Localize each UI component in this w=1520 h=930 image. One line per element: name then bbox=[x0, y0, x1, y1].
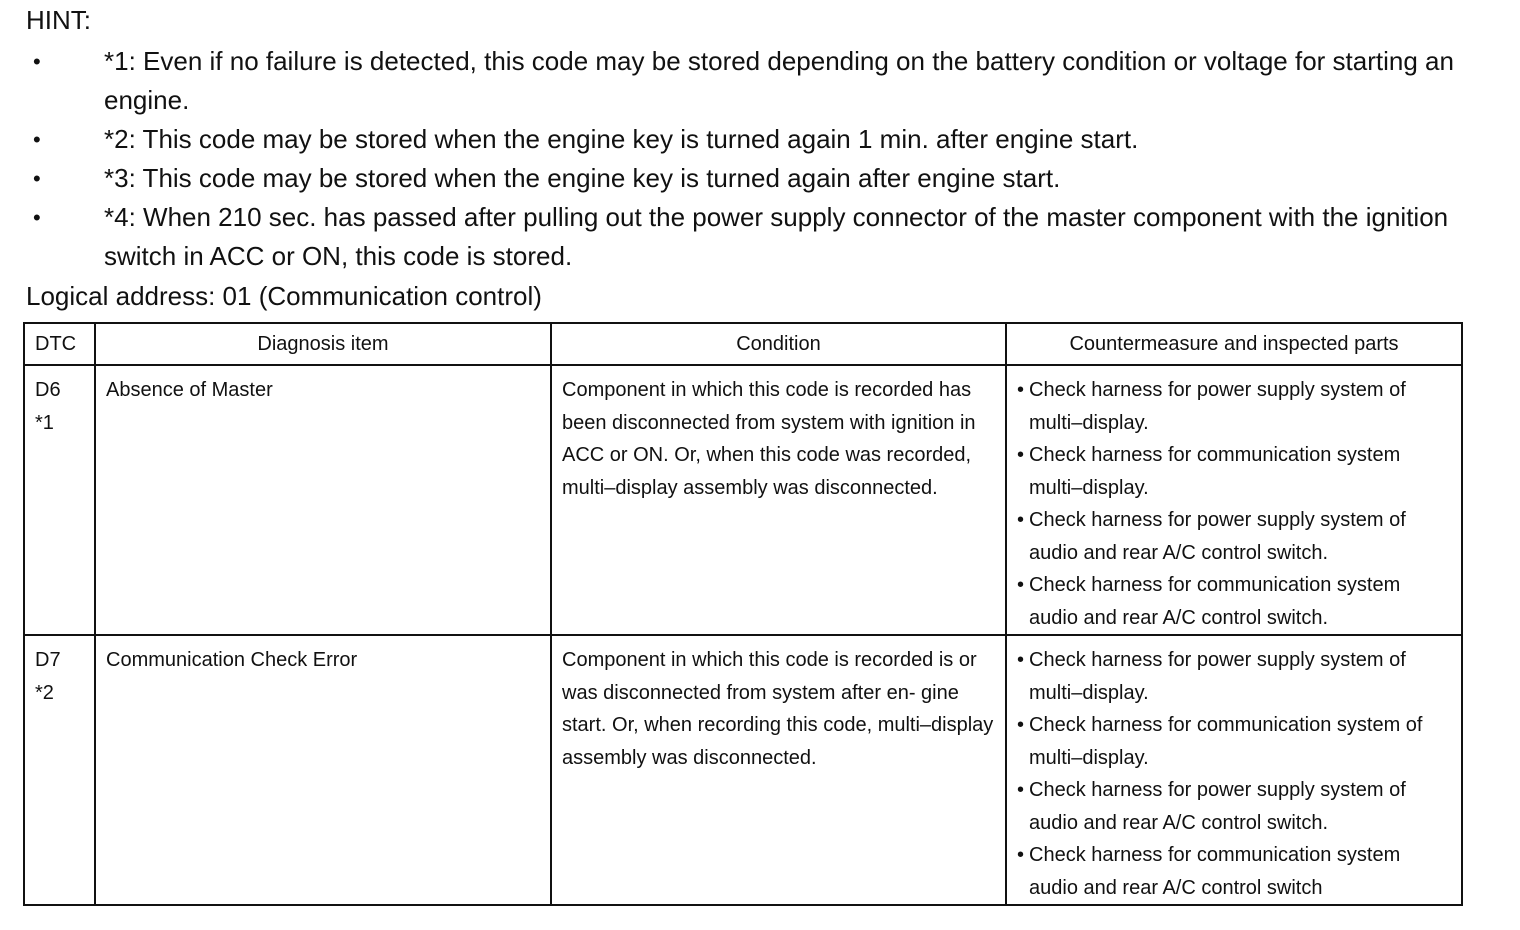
header-condition: Condition bbox=[551, 323, 1006, 365]
header-dtc: DTC bbox=[24, 323, 95, 365]
list-item: • Check harness for power supply system of multi–display. bbox=[1017, 374, 1453, 439]
dtc-note: *1 bbox=[35, 411, 54, 434]
bullet-icon: • bbox=[33, 127, 41, 152]
hint-text: *4: When 210 sec. has passed after pulling out the power supply connector of the master component with the ignition switch in ACC or ON, this code is stored. bbox=[104, 202, 1449, 271]
table-row bbox=[24, 635, 1462, 905]
condition-cell: Component in which this code is recorded is or was disconnected from system after en- gine start. Or, when recording this code, multi–display assembly was disconnected. bbox=[551, 635, 1006, 905]
logical-address: Logical address: 01 (Communication control) bbox=[26, 281, 542, 311]
countermeasure-cell bbox=[1006, 635, 1462, 905]
diagnosis-cell: Communication Check Error bbox=[95, 635, 551, 905]
list-item: • Check harness for communication system of multi–display. bbox=[1017, 709, 1453, 774]
bullet-icon: • bbox=[33, 166, 41, 191]
hint-item bbox=[0, 120, 1500, 159]
diagnosis-cell: Absence of Master bbox=[95, 365, 551, 635]
dtc-code: D6 bbox=[35, 379, 61, 401]
bullet-icon: • bbox=[33, 205, 41, 230]
measure-list bbox=[1017, 644, 1453, 904]
list-item: • Check harness for communication system audio and rear A/C control switch. bbox=[1017, 569, 1453, 634]
condition-cell: Component in which this code is recorded has been disconnected from system with ignition in ACC or ON. Or, when this code was recorded, multi–display assembly was disconnected. bbox=[551, 365, 1006, 635]
measure-list bbox=[1017, 374, 1453, 634]
dtc-table bbox=[23, 322, 1463, 906]
header-countermeasure: Countermeasure and inspected parts bbox=[1006, 323, 1462, 365]
dtc-cell bbox=[24, 635, 95, 905]
hint-text: *2: This code may be stored when the engine key is turned again 1 min. after engine start. bbox=[104, 124, 1139, 154]
hint-list bbox=[0, 42, 1500, 276]
list-item: • Check harness for power supply system of multi–display. bbox=[1017, 644, 1453, 709]
hint-title: HINT: bbox=[26, 5, 91, 35]
dtc-note: *2 bbox=[35, 681, 54, 704]
hint-item bbox=[0, 42, 1500, 120]
list-item: • Check harness for power supply system of audio and rear A/C control switch. bbox=[1017, 504, 1453, 569]
header-diagnosis-item: Diagnosis item bbox=[95, 323, 551, 365]
hint-text: *3: This code may be stored when the engine key is turned again after engine start. bbox=[104, 163, 1061, 193]
table-header-row bbox=[24, 323, 1462, 365]
dtc-cell bbox=[24, 365, 95, 635]
hint-text: *1: Even if no failure is detected, this code may be stored depending on the battery condition or voltage for starting an engine. bbox=[104, 46, 1454, 115]
table-row bbox=[24, 365, 1462, 635]
list-item: • Check harness for communication system audio and rear A/C control switch bbox=[1017, 839, 1453, 904]
hint-item bbox=[0, 198, 1500, 276]
list-item: • Check harness for power supply system of audio and rear A/C control switch. bbox=[1017, 774, 1453, 839]
bullet-icon: • bbox=[33, 49, 41, 74]
dtc-code: D7 bbox=[35, 649, 61, 671]
hint-item bbox=[0, 159, 1500, 198]
countermeasure-cell bbox=[1006, 365, 1462, 635]
list-item: • Check harness for communication system multi–display. bbox=[1017, 439, 1453, 504]
